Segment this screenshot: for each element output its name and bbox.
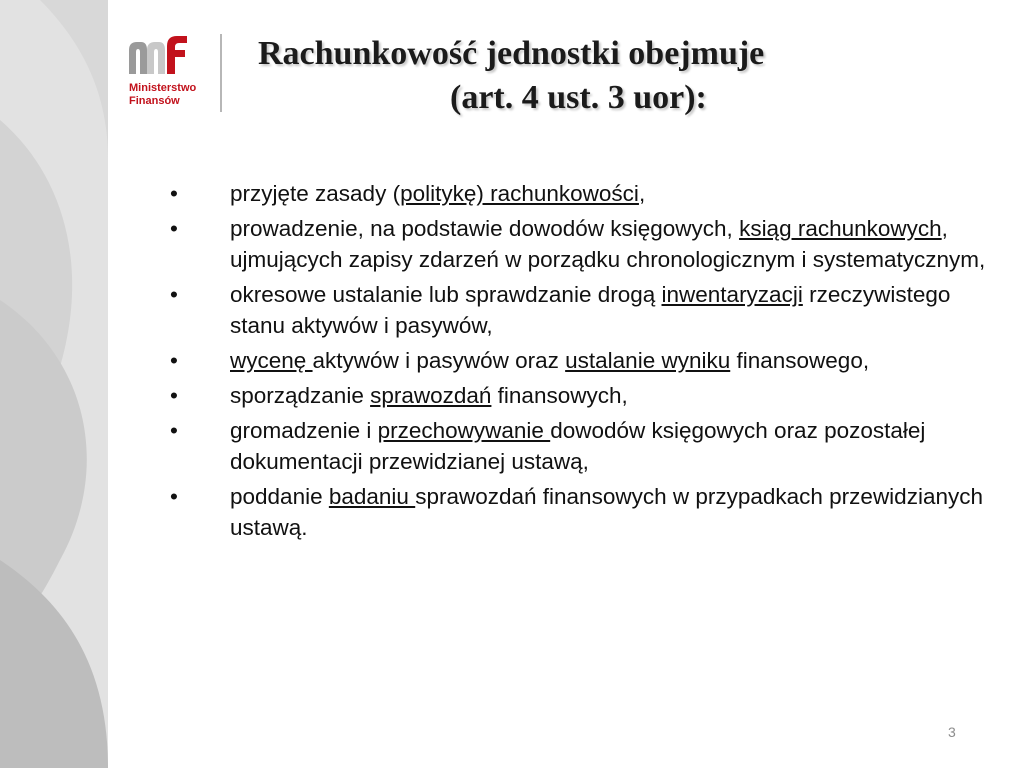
side-band-graphic	[0, 0, 108, 768]
bullet-text: okresowe ustalanie lub sprawdzanie drogą	[230, 282, 662, 307]
bullet-dot-icon: •	[170, 484, 178, 509]
bullet-text: dowodów księgowych oraz pozostałej dokumentacji przewidzianej ustawą,	[230, 418, 926, 474]
page-number: 3	[948, 724, 956, 740]
bullet-item	[162, 178, 992, 209]
logo-name-line1: Ministerstwo	[129, 82, 197, 94]
bullet-item	[162, 213, 992, 275]
title-line-2: (art. 4 ust. 3 uor):	[450, 79, 707, 116]
bullet-item	[162, 345, 992, 376]
bullet-item	[162, 279, 992, 341]
underlined-term: wycenę	[230, 348, 313, 373]
bullet-text: przyjęte zasady (	[230, 181, 401, 206]
bullet-dot-icon: •	[170, 282, 178, 307]
bullet-text: gromadzenie i	[230, 418, 378, 443]
bullet-text: sprawozdań finansowych w przypadkach przewidzianych ustawą.	[230, 484, 983, 540]
slide-title	[244, 32, 944, 120]
mf-logo-icon	[125, 32, 191, 78]
bullet-text: finansowych,	[491, 383, 628, 408]
bullet-text: ,	[638, 181, 646, 206]
bullet-text: rzeczywistego stanu aktywów i pasywów,	[230, 282, 951, 338]
underlined-term: przechowywanie	[377, 418, 551, 443]
bullet-text: poddanie	[230, 484, 329, 509]
underlined-term: badaniu	[328, 484, 416, 509]
logo-text	[129, 82, 196, 108]
bullet-item	[162, 481, 992, 543]
bullet-dot-icon: •	[170, 181, 178, 206]
bullet-text: sporządzanie	[230, 383, 371, 408]
bullet-text: , ujmujących zapisy zdarzeń w porządku chronologicznym i systematycznym,	[230, 216, 986, 272]
decorative-side-band	[0, 0, 108, 768]
underlined-term: ksiąg rachunkowych	[739, 216, 942, 241]
bullet-item	[162, 380, 992, 411]
logo-name-line2: Finansów	[129, 95, 180, 107]
bullet-list	[162, 178, 992, 547]
bullet-text: prowadzenie, na podstawie dowodów księgowych,	[230, 216, 740, 241]
bullet-dot-icon: •	[170, 216, 178, 241]
logo-divider	[220, 34, 222, 112]
underlined-term: inwentaryzacji	[661, 282, 803, 307]
bullet-text: aktywów i pasywów oraz	[312, 348, 566, 373]
bullet-dot-icon: •	[170, 418, 178, 443]
underlined-term: politykę) rachunkowości	[400, 181, 639, 206]
ministry-logo	[125, 32, 225, 114]
title-line-1: Rachunkowość jednostki obejmuje	[258, 35, 765, 72]
underlined-term: sprawozdań	[370, 383, 492, 408]
underlined-term: ustalanie wyniku	[565, 348, 731, 373]
bullet-dot-icon: •	[170, 383, 178, 408]
bullet-item	[162, 415, 992, 477]
bullet-dot-icon: •	[170, 348, 178, 373]
bullet-text: finansowego,	[730, 348, 870, 373]
